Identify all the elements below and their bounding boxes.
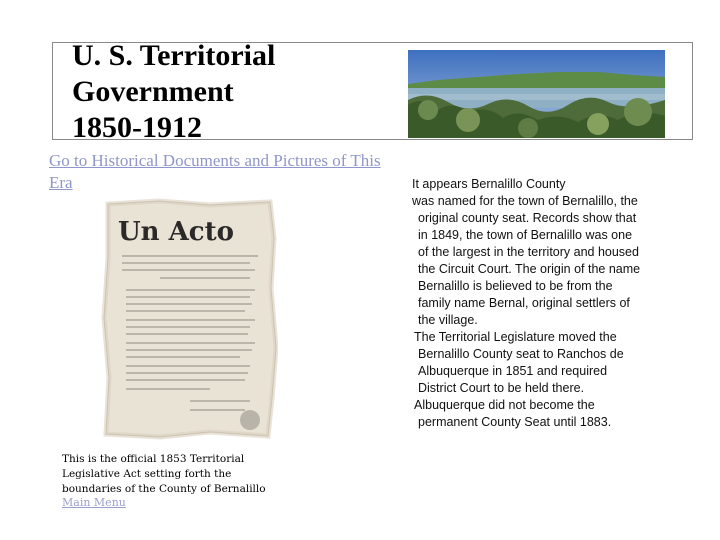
text-line: Bernalillo is believed to be from the <box>418 279 613 293</box>
main-menu-link[interactable]: Main Menu <box>62 496 126 509</box>
text-line: District Court to be held there. <box>418 381 585 395</box>
title-line: 1850-1912 <box>72 111 202 144</box>
text-line: Bernalillo County seat to Ranchos de <box>418 347 624 361</box>
text-line: the village. <box>418 313 478 327</box>
text-line: the Circuit Court. The origin of the name <box>418 262 641 276</box>
historical-documents-link[interactable]: Go to Historical Documents and Pictures of This Era <box>49 151 381 192</box>
document-graphic <box>100 198 278 440</box>
text-line: permanent County Seat until 1883. <box>418 415 612 429</box>
page-title <box>72 38 392 146</box>
text-line: Albuquerque in 1851 and required <box>418 364 608 378</box>
text-line: of the largest in the territory and housed <box>418 245 639 259</box>
text-line: family name Bernal, original settlers of <box>418 296 630 310</box>
document-caption <box>62 452 302 497</box>
document-heading: Un Acto <box>118 217 234 247</box>
text-line: Albuquerque did not become the <box>414 398 595 412</box>
caption-line: This is the official 1853 Territorial <box>62 453 245 465</box>
county-history-text <box>412 176 712 431</box>
title-line: U. S. Territorial <box>72 39 276 72</box>
landscape-photo <box>408 50 665 138</box>
text-line: original county seat. Records show that <box>418 211 637 225</box>
text-line: was named for the town of Bernalillo, the <box>412 194 638 208</box>
text-line: The Territorial Legislature moved the <box>414 330 617 344</box>
historical-document-image <box>100 198 278 440</box>
caption-line: Legislative Act setting forth the <box>62 468 232 480</box>
text-line: It appears Bernalillo County <box>412 177 566 191</box>
caption-line: boundaries of the County of Bernalillo <box>62 483 266 495</box>
title-line: Government <box>72 75 234 108</box>
text-line: in 1849, the town of Bernalillo was one <box>418 228 633 242</box>
landscape-photo-graphic <box>408 50 665 138</box>
